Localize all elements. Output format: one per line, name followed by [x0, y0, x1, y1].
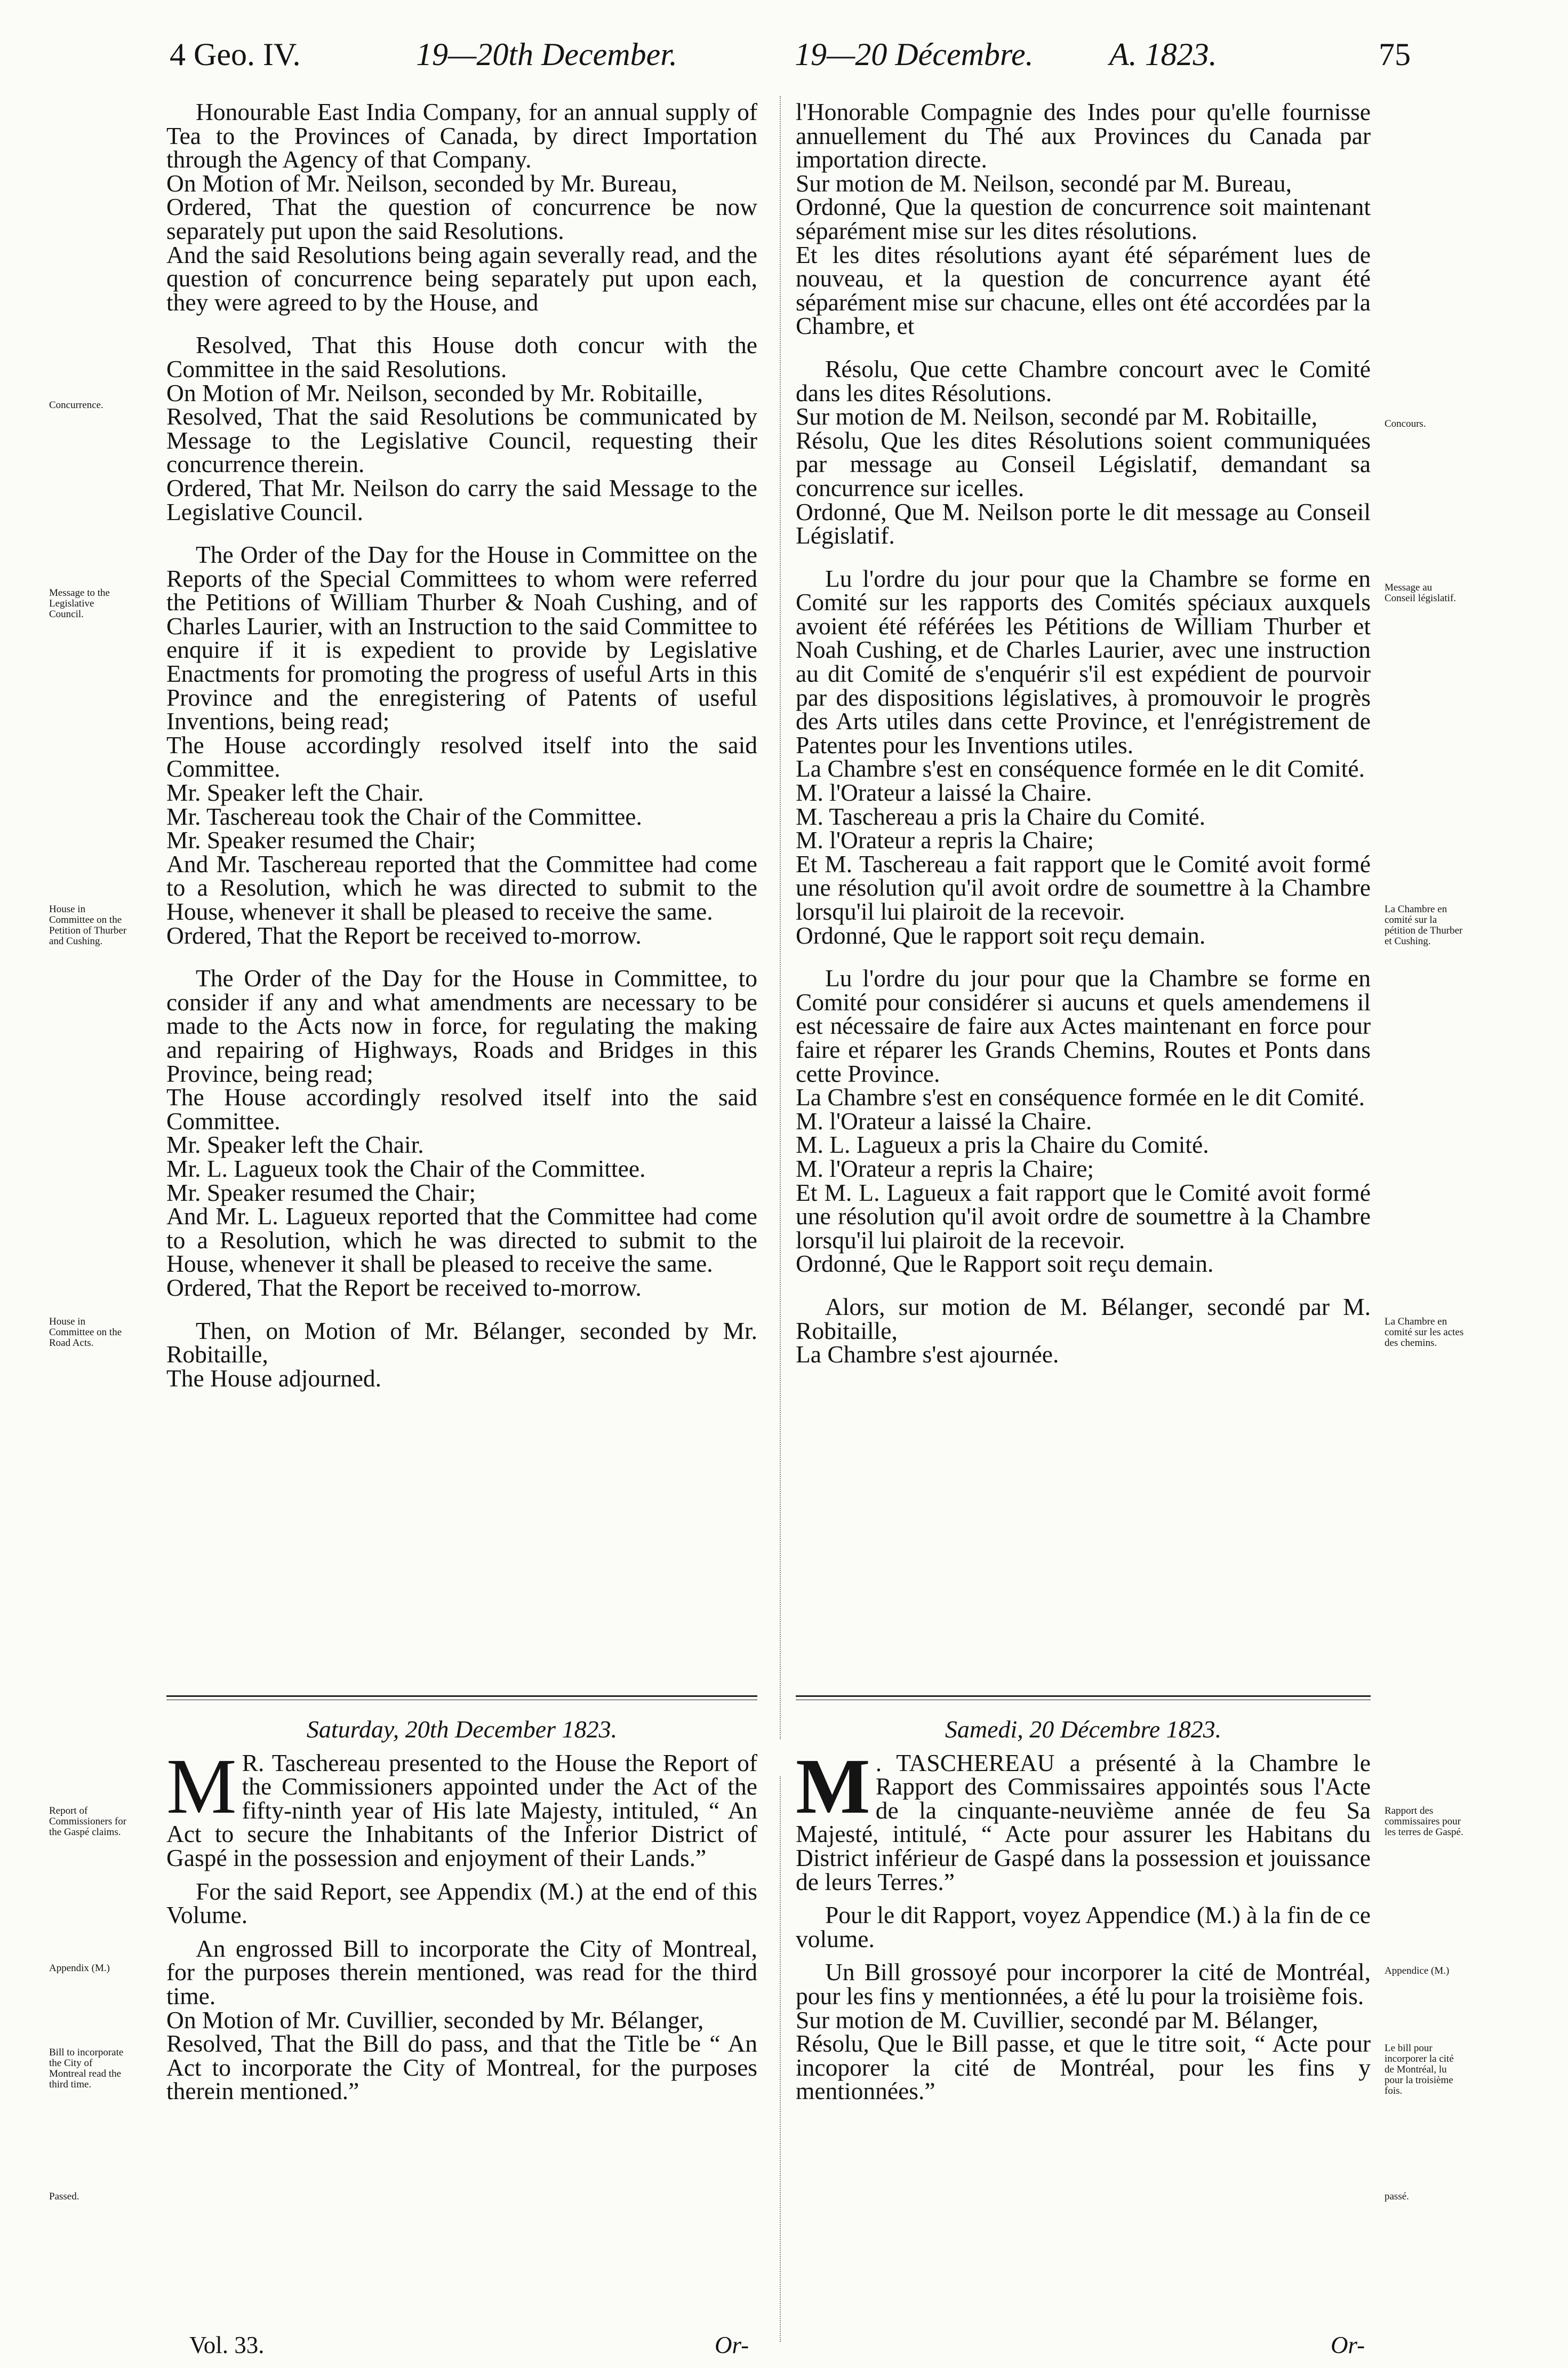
- en-paragraph: Mr. L. Lagueux took the Chair of the Committee.: [166, 1154, 646, 1182]
- header-regnal-year: 4 Geo. IV.: [170, 37, 301, 72]
- column-divider-bottom: [780, 1776, 781, 2342]
- fr-paragraph: Résolu, Que le Bill passe, et que le titre soit, “ Acte pour incoporer la cité de Montréal, pour les fins y mentionnées.”: [796, 2030, 1371, 2105]
- en-paragraph: The Order of the Day for the House in Committee, to consider if any and what amendments are necessary to be made to the Acts now in force, for regulating the making and repairing of Highways, Roads and Bridges in this Province, being read;: [166, 964, 757, 1087]
- french-column-lower: [796, 1718, 1371, 2103]
- fr-paragraph: Ordonné, Que le rapport soit reçu demain.: [796, 921, 1206, 949]
- fr-paragraph: Lu l'ordre du jour pour que la Chambre se forme en Comité sur les rapports des Comités spéciaux auxquels avoient été référées les Pétitions de William Thurber et Noah Cushing, et de Charles Laurier, avec une instruction au dit Comité de s'enquérir s'il est expédient de pourvoir par des dispositions législatives, à promouvoir le progrès des Arts utiles dans cette Province, et l'enrégistrement de Patentes pour les Inventions utiles.: [796, 564, 1371, 759]
- header-date-french: 19—20 Décembre.: [795, 37, 1034, 72]
- english-column-upper: [166, 100, 757, 1390]
- fr-paragraph: La Chambre s'est en conséquence formée en le dit Comité.: [796, 755, 1365, 783]
- en-paragraph: And Mr. L. Lagueux reported that the Committee had come to a Resolution, which he was directed to submit to the House, whenever it shall be pleased to receive the same.: [166, 1202, 757, 1278]
- day-heading-english: Saturday, 20th December 1823.: [306, 1716, 618, 1743]
- fr-paragraph: Ordonné, Que la question de concurrence soit maintenant séparément mise sur les dites résolutions.: [796, 193, 1371, 244]
- catchword-french: Or-: [1331, 2332, 1365, 2358]
- fr-paragraph: Un Bill grossoyé pour incorporer la cité de Montréal, pour les fins y mentionnées, a été lu pour la troisième fois.: [796, 1958, 1371, 2010]
- margin-note-right: passé.: [1385, 2191, 1409, 2202]
- page-number: 75: [1379, 37, 1411, 72]
- fr-paragraph: Sur motion de M. Cuvillier, secondé par M. Bélanger,: [796, 2006, 1318, 2034]
- fr-paragraph: Résolu, Que cette Chambre concourt avec le Comité dans les dites Résolutions.: [796, 355, 1371, 406]
- fr-paragraph: Lu l'ordre du jour pour que la Chambre se forme en Comité pour considérer si aucuns et quels amendemens il est nécessaire de faire aux Actes maintenant en force pour faire et réparer les Grands Chemins, Routes et Ponts dans cette Province.: [796, 964, 1371, 1087]
- column-divider-top: [780, 96, 781, 1739]
- drop-cap-english: M: [166, 1742, 237, 1830]
- fr-paragraph: Pour le dit Rapport, voyez Appendice (M.) à la fin de ce volume.: [796, 1901, 1371, 1952]
- drop-cap-french: M: [796, 1742, 870, 1830]
- fr-paragraph: Sur motion de M. Neilson, secondé par M. Bureau,: [796, 169, 1292, 197]
- en-paragraph: Ordered, That Mr. Neilson do carry the said Message to the Legislative Council.: [166, 474, 757, 525]
- margin-note-right: Message au Conseil législatif.: [1385, 582, 1457, 604]
- en-paragraph: Resolved, That this House doth concur with the Committee in the said Resolutions.: [166, 331, 757, 382]
- fr-paragraph: Résolu, Que les dites Résolutions soient communiquées par message au Conseil Législatif, demandant sa concurrence sur icelles.: [796, 426, 1371, 501]
- en-paragraph: Mr. Speaker resumed the Chair;: [166, 1178, 476, 1206]
- margin-note-right: Appendice (M.): [1385, 1965, 1450, 1976]
- en-paragraph: The House adjourned.: [166, 1364, 382, 1392]
- en-paragraph: For the said Report, see Appendix (M.) at the end of this Volume.: [166, 1877, 757, 1929]
- section-rule-french: [796, 1695, 1371, 1697]
- fr-paragraph: La Chambre s'est en conséquence formée en le dit Comité.: [796, 1083, 1365, 1111]
- en-paragraph: On Motion of Mr. Neilson, seconded by Mr. Robitaille,: [166, 379, 703, 406]
- fr-paragraph: Sur motion de M. Neilson, secondé par M. Robitaille,: [796, 403, 1318, 430]
- margin-note-right: Concours.: [1385, 418, 1426, 429]
- header-date-english: 19—20th December.: [416, 37, 677, 72]
- fr-paragraph: M. Taschereau a pris la Chaire du Comité.: [796, 802, 1205, 830]
- en-paragraph: Resolved, That the said Resolutions be communicated by Message to the Legislative Council, requesting their concurrence therein.: [166, 403, 757, 478]
- fr-paragraph: M. L. Lagueux a pris la Chaire du Comité.: [796, 1131, 1209, 1159]
- header-year: A. 1823.: [1109, 37, 1217, 72]
- fr-paragraph: Et les dites résolutions ayant été séparément lues de nouveau, et la question de concurrence ayant été séparément mise sur chacune, elles ont été accordées par la Chambre, et: [796, 241, 1371, 340]
- en-paragraph: Ordered, That the Report be received to-morrow.: [166, 1273, 642, 1301]
- fr-paragraph: M. l'Orateur a laissé la Chaire.: [796, 1107, 1092, 1135]
- en-paragraph: The House accordingly resolved itself into the said Committee.: [166, 1083, 757, 1135]
- fr-paragraph: La Chambre s'est ajournée.: [796, 1341, 1059, 1368]
- en-paragraph: The Order of the Day for the House in Committee on the Reports of the Special Committees to whom were referred the Petitions of William Thurber & Noah Cushing, and of Charles Laurier, with an Instruction to the said Committee to enquire if it is expedient to provide by Legislative Enactments for promoting the progress of useful Arts in this Province and the enregistering of Patents of useful Inventions, being read;: [166, 541, 757, 735]
- english-column-lower: [166, 1718, 757, 2103]
- fr-paragraph: Et M. L. Lagueux a fait rapport que le Comité avoit formé une résolution qu'il avoit ordre de soumettre à la Chambre lorsqu'il lui plairoit de la recevoir.: [796, 1178, 1371, 1254]
- en-paragraph: Mr. Speaker left the Chair.: [166, 1131, 424, 1159]
- margin-note-left: Report of Commissioners for the Gaspé claims.: [49, 1805, 127, 1838]
- margin-note-left: Message to the Legislative Council.: [49, 587, 110, 620]
- day-heading-french: Samedi, 20 Décembre 1823.: [945, 1716, 1222, 1743]
- margin-note-right: La Chambre en comité sur la pétition de Thurber et Cushing.: [1385, 904, 1463, 947]
- en-paragraph: And Mr. Taschereau reported that the Committee had come to a Resolution, which he was directed to submit to the House, whenever it shall be pleased to receive the same.: [166, 850, 757, 925]
- margin-note-right: Le bill pour incorporer la cité de Montréal, lu pour la troisième fois.: [1385, 2043, 1454, 2096]
- en-paragraph: Ordered, That the question of concurrence be now separately put upon the said Resolutions.: [166, 193, 757, 244]
- signature-mark: Vol. 33.: [189, 2332, 265, 2358]
- french-column-upper: [796, 100, 1371, 1367]
- fr-paragraph: l'Honorable Compagnie des Indes pour qu'elle fournisse annuellement du Thé aux Provinces du Canada par importation directe.: [796, 98, 1371, 173]
- fr-paragraph: Ordonné, Que le Rapport soit reçu demain.: [796, 1250, 1214, 1278]
- en-paragraph: Resolved, That the Bill do pass, and that the Title be “ An Act to incorporate the City of Montreal, for the purposes therein mentioned.”: [166, 2030, 757, 2105]
- margin-note-left: House in Committee on the Road Acts.: [49, 1316, 122, 1349]
- catchword-english: Or-: [715, 2332, 749, 2358]
- margin-note-left: House in Committee on the Petition of Thurber and Cushing.: [49, 904, 127, 947]
- margin-note-left: Passed.: [49, 2191, 79, 2202]
- fr-paragraph: Ordonné, Que M. Neilson porte le dit message au Conseil Législatif.: [796, 498, 1371, 549]
- fr-paragraph: Et M. Taschereau a fait rapport que le Comité avoit formé une résolution qu'il avoit ordre de soumettre à la Chambre lorsqu'il lui plairoit de la recevoir.: [796, 850, 1371, 925]
- fr-paragraph: Alors, sur motion de M. Bélanger, secondé par M. Robitaille,: [796, 1293, 1371, 1344]
- en-paragraph: On Motion of Mr. Cuvillier, seconded by Mr. Bélanger,: [166, 2006, 704, 2034]
- en-paragraph-dropcap: M R. Taschereau presented to the House the Report of the Commissioners appointed under the Act of the fifty-ninth year of His late Majesty, intituled, “ An Act to secure the Inhabitants of the Inferior District of Gaspé in the possession and enjoyment of their Lands.”: [166, 1742, 757, 1871]
- fr-paragraph: M. l'Orateur a repris la Chaire;: [796, 826, 1094, 854]
- en-paragraph: The House accordingly resolved itself into the said Committee.: [166, 731, 757, 783]
- margin-note-left: Concurrence.: [49, 400, 103, 411]
- margin-note-left: Bill to incorporate the City of Montreal read the third time.: [49, 2047, 124, 2090]
- en-paragraph: Mr. Taschereau took the Chair of the Committee.: [166, 802, 642, 830]
- fr-paragraph: M. l'Orateur a repris la Chaire;: [796, 1154, 1094, 1182]
- en-paragraph: Ordered, That the Report be received to-morrow.: [166, 921, 642, 949]
- margin-note-right: La Chambre en comité sur les actes des chemins.: [1385, 1316, 1464, 1349]
- en-paragraph: An engrossed Bill to incorporate the City of Montreal, for the purposes therein mentioned, was read for the third time.: [166, 1934, 757, 2010]
- section-rule-english: [166, 1695, 757, 1697]
- fr-paragraph: M. l'Orateur a laissé la Chaire.: [796, 779, 1092, 807]
- margin-note-left: Appendix (M.): [49, 1963, 110, 1974]
- en-paragraph: Mr. Speaker resumed the Chair;: [166, 826, 476, 854]
- en-paragraph: On Motion of Mr. Neilson, seconded by Mr. Bureau,: [166, 169, 677, 197]
- fr-paragraph-dropcap: M . TASCHEREAU a présenté à la Chambre le Rapport des Commissaires appointés sous l'Acte de la cinquante-neuvième année de feu Sa Majesté, intitulé, “ Acte pour assurer les Habitans du District inférieur de Gaspé dans la possession et jouissance de leurs Terres.”: [796, 1742, 1371, 1895]
- margin-note-right: Rapport des commissaires pour les terres de Gaspé.: [1385, 1805, 1463, 1838]
- en-paragraph: Honourable East India Company, for an annual supply of Tea to the Provinces of Canada, by direct Importation through the Agency of that Company.: [166, 98, 757, 173]
- en-paragraph: Then, on Motion of Mr. Bélanger, seconded by Mr. Robitaille,: [166, 1317, 757, 1368]
- en-paragraph: Mr. Speaker left the Chair.: [166, 779, 424, 807]
- en-paragraph: And the said Resolutions being again severally read, and the question of concurrence being separately put upon each, they were agreed to by the House, and: [166, 241, 757, 316]
